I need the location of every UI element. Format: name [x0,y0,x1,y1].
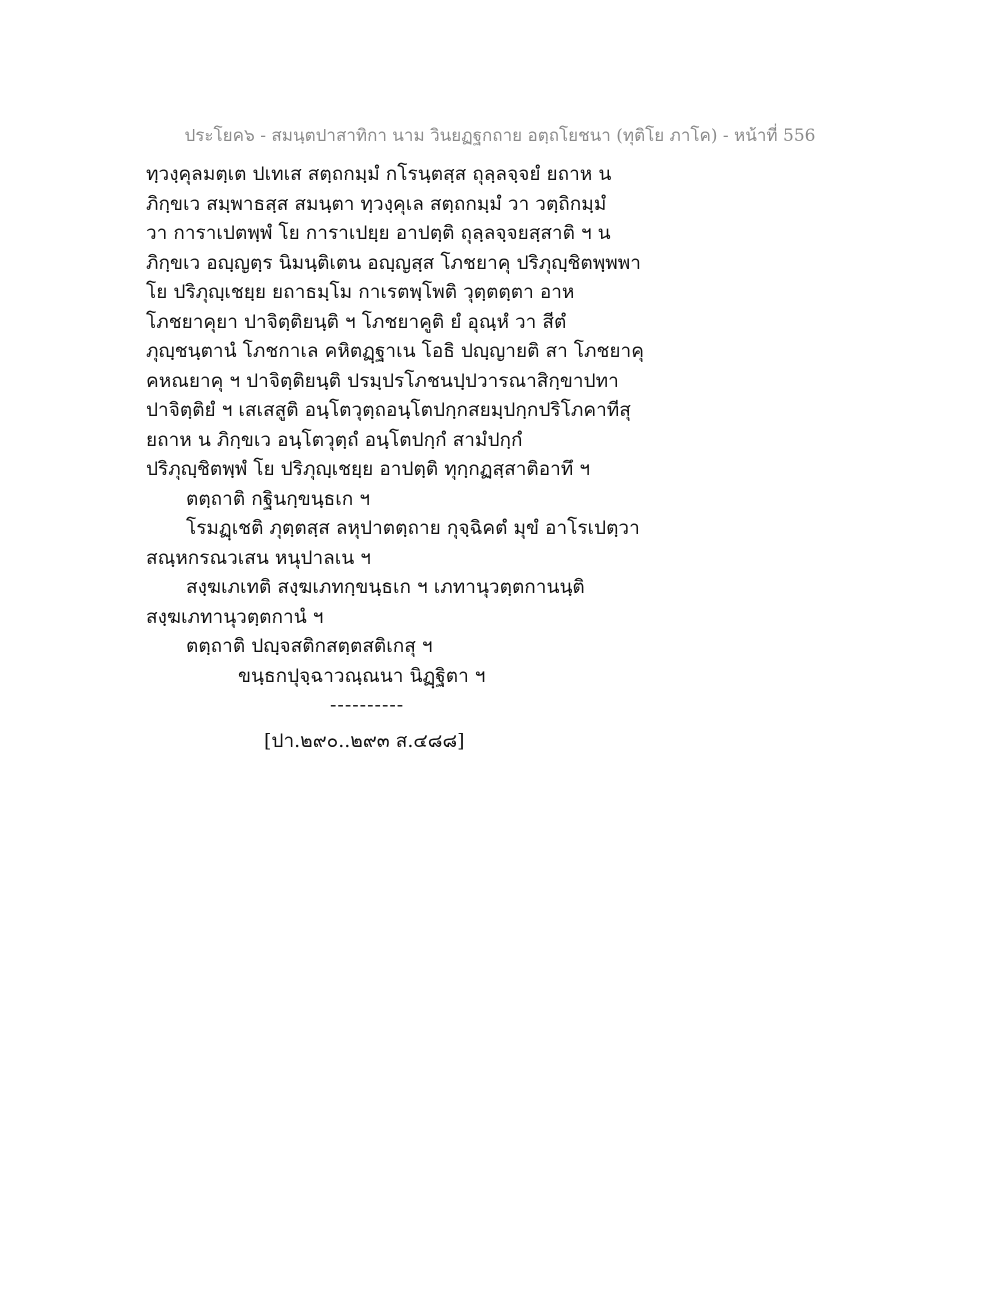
text-line: ยถาห น ภิกฺขเว อนฺโตวุตฺถํ อนฺโตปกฺกํ สามํปกฺกํ [146,428,523,451]
text-line: สงฺฆเภทานุวตฺตกานํ ฯ [146,605,324,628]
indented-line: ตตฺถาติ กฐินกฺขนฺธเก ฯ [186,487,370,510]
text-line: โย ปริภุญฺเชยฺย ยถาธมฺโม กาเรตพฺโพติ วุตฺตตฺตา อาห [146,281,575,303]
text-line: วา การาเปตพฺพํ โย การาเปยฺย อาปตฺติ ถุลฺลจฺจยสฺสาติ ฯ น [146,222,611,244]
indented-line: ตตฺถาติ ปญฺจสติกสตฺตสติเกสุ ฯ [186,635,433,657]
page-reference: [ปา.๒๙๐..๒๙๓ ส.๔๘๘] [264,729,465,752]
text-line: ภิกฺขเว สมฺพาธสฺส สมนฺตา ทฺวงฺคุเล สตฺถกมฺมํ วา วตฺถิกมฺมํ [146,192,607,215]
text-line: โภชยาคุยา ปาจิตฺติยนฺติ ฯ โภชยาคูติ ยํ อุณฺหํ วา สีตํ [146,310,567,333]
text-line: ปริภุญฺชิตพฺพํ โย ปริภุญฺเชยฺย อาปตฺติ ทุกฺกฏสฺสาติอาทึ ฯ [146,458,591,480]
text-line: ภุญฺชนฺตานํ โภชกาเล คหิตฏฺฐาเน โอธิ ปญฺญายติ สา โภชยาคุ [146,340,644,362]
indented-line: โรมฏฺเชติ ภุตฺตสฺส ลหุปาตตฺถาย กุจฺฉิคตํ มุขํ อาโรเปตฺวา [186,517,640,539]
text-line: ภิกฺขเว อญฺญตฺร นิมนฺติเตน อญฺญสฺส โภชยาคุ ปริภุญฺชิตพฺพพา [146,251,641,274]
text-line: สณฺหกรณวเสน หนุปาลเน ฯ [146,546,371,569]
closing-line: ขนฺธกปุจฺฉาวณฺณนา นิฏฺฐิตา ฯ [238,664,486,687]
text-line: ปาจิตฺติยํ ฯ เสเสสูติ อนฺโตวุตฺถอนฺโตปกฺกสยมฺปกฺกปริโภคาทีสุ [146,399,631,421]
text-line: ทฺวงฺคุลมตฺเต ปเทเส สตฺถกมฺมํ กโรนฺตสฺส ถุลฺลจฺจยํ ยถาห น [146,163,612,185]
running-header: ประโยค๖ - สมนฺตปาสาทิกา นาม วินยฏฐกถาย อตฺถโยชนา (ทุติโย ภาโค) - หน้าที่ 556 [184,126,816,146]
text-line: คหณยาคุ ฯ ปาจิตฺติยนฺติ ปรมฺปรโภชนปฺปวารณาสิกฺขาปทา [146,369,619,392]
section-divider: ---------- [330,694,405,716]
body-text [146,160,866,756]
indented-line: สงฺฆเภเทติ สงฺฆเภทกฺขนฺธเก ฯ เภทานุวตฺตกานนฺติ [186,576,585,598]
